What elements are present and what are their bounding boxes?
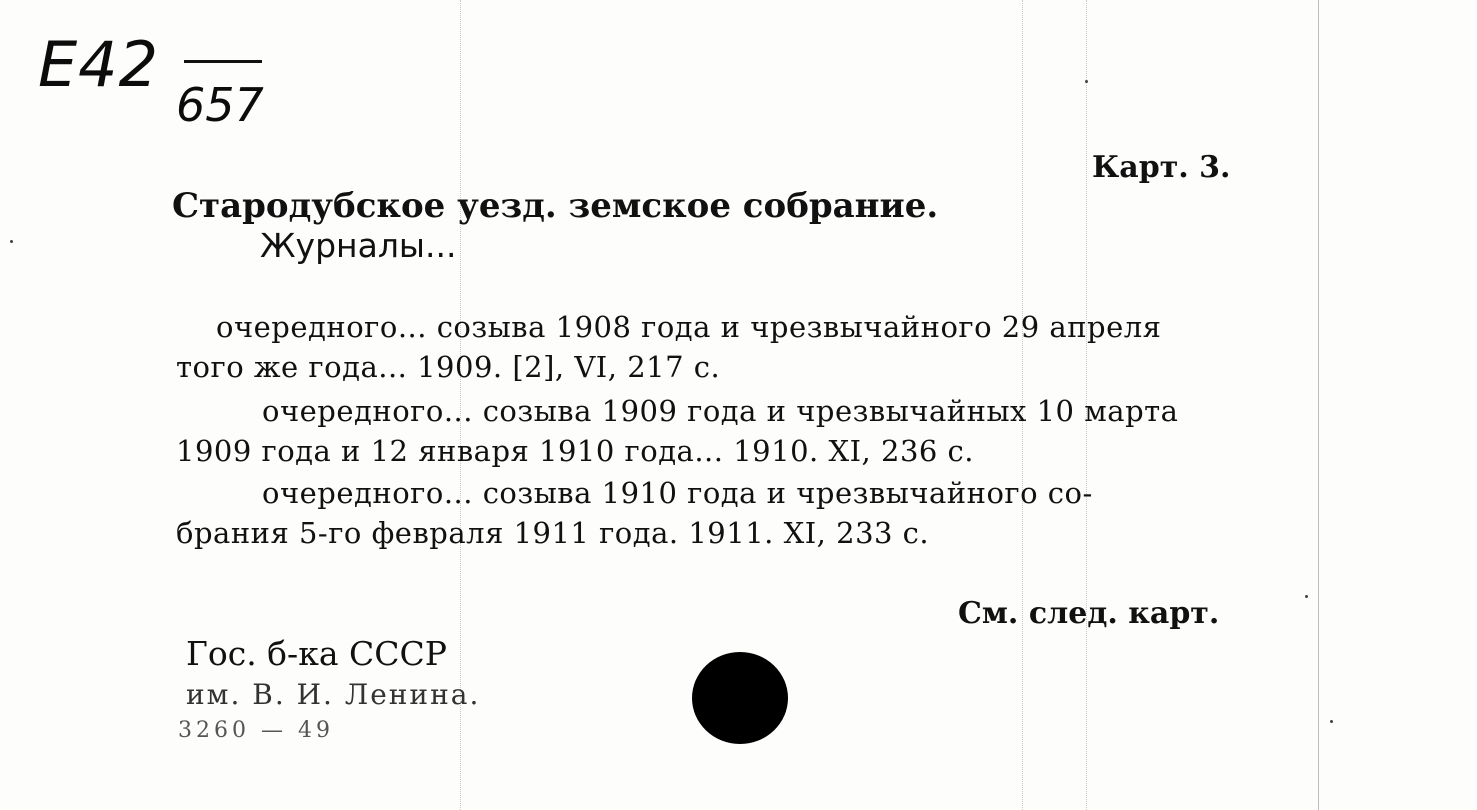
punch-hole [692,652,788,744]
entry-line: брания 5-го февраля 1911 года. 1911. XI, 233 с. [176,516,930,550]
library-stamp-line1: Гос. б-ка СССР [186,634,447,673]
speck [1305,595,1308,598]
scan-edge [1318,0,1319,810]
speck [1330,720,1333,723]
card-heading: Стародубское уезд. земское собрание. [172,186,939,226]
shelfmark-divider [184,60,262,63]
entry-line: очередного... созыва 1910 года и чрезвычайного со- [262,476,1093,510]
entry-line: очередного... созыва 1909 года и чрезвычайных 10 марта [262,394,1179,428]
entry-line: 1909 года и 12 января 1910 года... 1910. XI, 236 с. [176,434,975,468]
shelfmark-main: Е42 [38,28,160,101]
entry-line: очередного... созыва 1908 года и чрезвычайного 29 апреля [216,310,1162,344]
shelfmark-number: 657 [176,78,264,132]
see-next-card: См. след. карт. [958,596,1220,631]
speck [10,240,13,243]
card-subheading: Журналы... [260,226,457,265]
library-stamp-line3: 3260 — 49 [178,718,334,743]
library-stamp-line2: им. В. И. Ленина. [186,678,481,711]
card-number: Карт. 3. [1092,150,1231,185]
entry-line: того же года... 1909. [2], VI, 217 с. [176,350,721,384]
speck [1085,80,1088,83]
